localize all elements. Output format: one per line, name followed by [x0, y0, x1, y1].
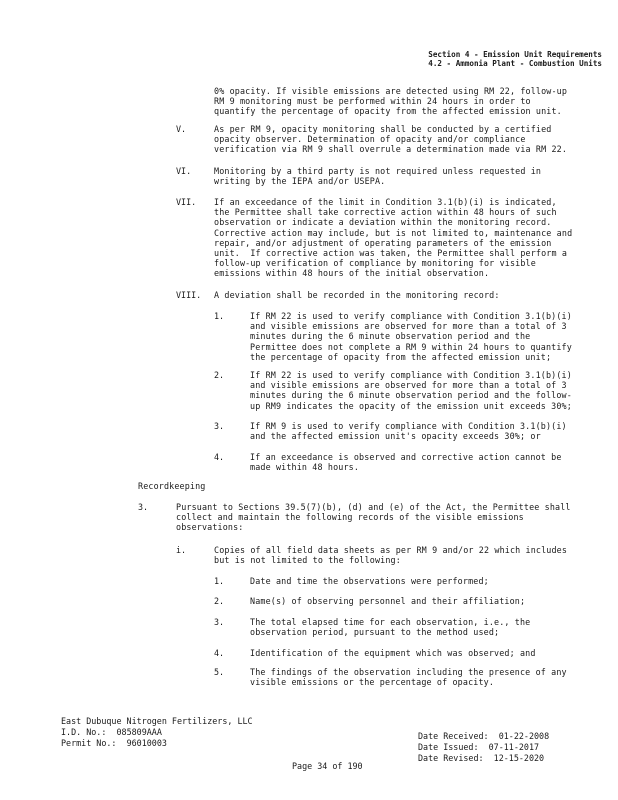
continuation-paragraph: 0% opacity. If visible emissions are detected using RM 22, follow-up RM 9 monitoring must be performed within 24 hours in order to quantify the percentage of opacity from the affected emission unit. [214, 86, 568, 117]
item-number-viii: VIII. [176, 290, 202, 300]
record-number-2: 2. [214, 596, 225, 606]
item-number-vii: VII. [176, 197, 197, 207]
deviation-number-3: 3. [214, 421, 225, 431]
recordkeeping-heading: Recordkeeping [138, 481, 206, 491]
item-text-viii: A deviation shall be recorded in the monitoring record: [214, 290, 500, 300]
footer-id-label: I.D. No.: [61, 727, 107, 737]
footer-permit-label: Permit No.: [61, 738, 117, 748]
recordkeeping-sub-number: i. [176, 545, 187, 555]
deviation-text-4: If an exceedance is observed and corrective action cannot be made within 48 hours. [250, 452, 562, 473]
page-number: Page 34 of 190 [292, 761, 363, 771]
footer-received-value: 01-22-2008 [498, 731, 550, 741]
footer-issued-row [418, 742, 539, 752]
recordkeeping-sub-text: Copies of all field data sheets as per RM 9 and/or 22 which includes but is not limited to the following: [214, 545, 568, 566]
record-number-4: 4. [214, 648, 225, 658]
deviation-number-4: 4. [214, 452, 225, 462]
footer-revised-value: 12-15-2020 [493, 753, 545, 763]
section-header-line2: 4.2 - Ammonia Plant - Combustion Units [428, 59, 602, 68]
footer-id-value: 085809AAA [116, 727, 162, 737]
deviation-text-1: If RM 22 is used to verify compliance with Condition 3.1(b)(i) and visible emissions are observed for more than a total of 3 minutes during the 6 minute observation period and the Permittee does not complete a RM 9 within 24 hours to quantify the percentage of opacity from the affected emission unit; [250, 311, 572, 362]
footer-company: East Dubuque Nitrogen Fertilizers, LLC [61, 716, 253, 726]
item-text-vi: Monitoring by a third party is not required unless requested in writing by the IEPA and/or USEPA. [214, 166, 542, 187]
footer-revised-row [418, 753, 544, 763]
recordkeeping-text: Pursuant to Sections 39.5(7)(b), (d) and (e) of the Act, the Permittee shall collect and maintain the following records of the visible emissions observations: [176, 502, 571, 533]
footer-received-row [418, 731, 549, 741]
record-text-4: Identification of the equipment which was observed; and [250, 648, 536, 658]
deviation-text-2: If RM 22 is used to verify compliance with Condition 3.1(b)(i) and visible emissions are observed for more than a total of 3 minutes during the 6 minute observation period and the follow- up RM9 indicates the opacity of the emission unit exceeds 30%; [250, 370, 572, 411]
record-number-5: 5. [214, 667, 225, 677]
footer-revised-label: Date Revised: [418, 753, 484, 763]
footer-id-row [61, 727, 162, 737]
recordkeeping-number: 3. [138, 502, 149, 512]
record-text-1: Date and time the observations were performed; [250, 576, 489, 586]
section-header-line1: Section 4 - Emission Unit Requirements [428, 50, 602, 59]
record-text-3: The total elapsed time for each observation, i.e., the observation period, pursuant to the method used; [250, 617, 531, 638]
deviation-text-3: If RM 9 is used to verify compliance with Condition 3.1(b)(i) and the affected emission unit's opacity exceeds 30%; or [250, 421, 567, 442]
item-number-vi: VI. [176, 166, 192, 176]
item-text-vii: If an exceedance of the limit in Condition 3.1(b)(i) is indicated, the Permittee shall take corrective action within 48 hours of such observation or indicate a deviation within the monitoring record. Corrective action may include, but is not limited to, maintenance and repair, and/or adjustment of operating parameters of the emission unit. If corrective action was taken, the Permittee shall perform a follow-up verification of compliance by monitoring for visible emissions within 48 hours of the initial observation. [214, 197, 573, 279]
record-number-1: 1. [214, 576, 225, 586]
record-text-5: The findings of the observation including the presence of any visible emissions or the percentage of opacity. [250, 667, 567, 688]
footer-permit-row [61, 738, 167, 748]
deviation-number-1: 1. [214, 311, 225, 321]
record-text-2: Name(s) of observing personnel and their affiliation; [250, 596, 526, 606]
footer-issued-label: Date Issued: [418, 742, 479, 752]
footer-permit-value: 96010003 [126, 738, 167, 748]
footer-received-label: Date Received: [418, 731, 489, 741]
deviation-number-2: 2. [214, 370, 225, 380]
item-text-v: As per RM 9, opacity monitoring shall be conducted by a certified opacity observer. Determination of opacity and/or compliance verification via RM 9 shall overrule a determination made via RM 22. [214, 124, 568, 155]
record-number-3: 3. [214, 617, 225, 627]
footer-issued-value: 07-11-2017 [488, 742, 540, 752]
item-number-v: V. [176, 124, 187, 134]
